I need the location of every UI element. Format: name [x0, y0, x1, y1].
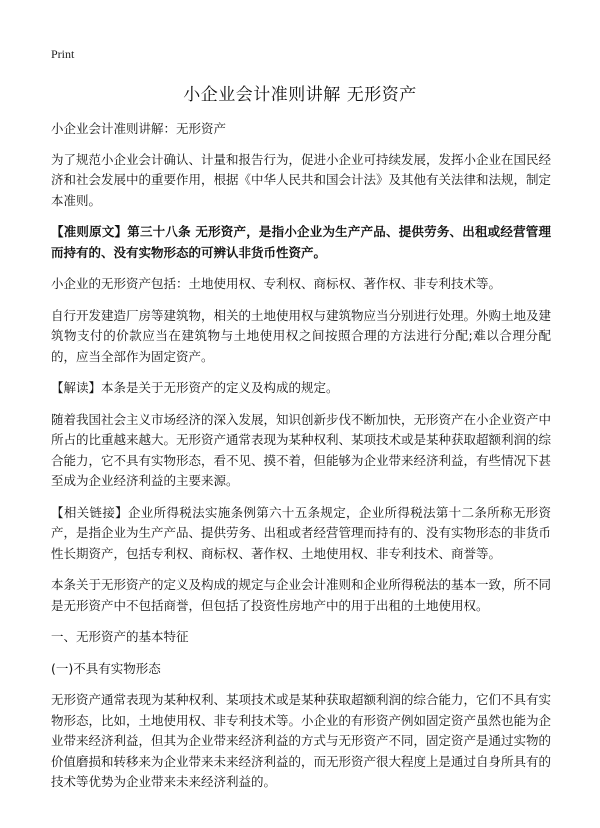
intro-paragraph: 为了规范小企业会计确认、计量和报告行为，促进小企业可持续发展，发挥小企业在国民经济和社会发展中的重要作用，根据《中华人民共和国会计法》及其他有关法律和法规，制定本准则。	[51, 151, 552, 208]
article-subtitle: 小企业会计准则讲解：无形资产	[51, 121, 227, 136]
section-heading: 一、无形资产的基本特征	[51, 629, 189, 644]
page-title: 小企业会计准则讲解 无形资产	[183, 85, 417, 105]
interpretation-paragraph: 【解读】本条是关于无形资产的定义及构成的规定。	[51, 380, 339, 395]
related-link-paragraph: 【相关链接】企业所得税法实施条例第六十五条规定，企业所得税法第十二条所称无形资产，是指企业为生产产品、提供劳务、出租或者经营管理而持有的、没有实物形态的非货币性长期资产，包括专利权、商标权、著作权、土地使用权、非专利技术、商誉等。	[51, 504, 552, 561]
article-body	[51, 119, 551, 804]
feature-paragraph: 无形资产通常表现为某种权利、某项技术或是某种获取超额利润的综合能力，它们不具有实物形态，比如，土地使用权、非专利技术等。小企业的有形资产例如固定资产虽然也能为企业带来经济利益，但其为企业带来经济利益的方式与无形资产不同，固定资产是通过实物的价值磨损和转移来为企业带来未来经济利益的，而无形资产很大程度上是通过自身所具有的技术等优势为企业带来未来经济利益的。	[51, 692, 552, 789]
rule-text-paragraph: 【准则原文】第三十八条 无形资产，是指小企业为生产产品、提供劳务、出租或经营管理而持有的、没有实物形态的可辨认非货币性资产。	[51, 224, 551, 260]
self-built-paragraph: 自行开发建造厂房等建筑物，相关的土地使用权与建筑物应当分别进行处理。外购土地及建筑物支付的价款应当在建筑物与土地使用权之间按照合理的方法进行分配;难以合理分配的，应当全部作为固定资产。	[51, 307, 552, 364]
comparison-paragraph: 本条关于无形资产的定义及构成的规定与企业会计准则和企业所得税法的基本一致，所不同是无形资产中不包括商誉，但包括了投资性房地产中的用于出租的土地使用权。	[51, 577, 552, 613]
print-link[interactable]: Print	[51, 47, 75, 61]
scope-paragraph: 小企业的无形资产包括：土地使用权、专利权、商标权、著作权、非专利技术等。	[51, 276, 502, 291]
subsection-heading: (一)不具有实物形态	[51, 660, 161, 676]
background-paragraph: 随着我国社会主义市场经济的深入发展，知识创新步伐不断加快，无形资产在小企业资产中所占的比重越来越大。无形资产通常表现为某种权利、某项技术或是某种获取超额利润的综合能力，它不具有实物形态，看不见、摸不着，但能够为企业带来经济利益，有些情况下甚至成为企业经济利益的主要来源。	[51, 411, 552, 488]
